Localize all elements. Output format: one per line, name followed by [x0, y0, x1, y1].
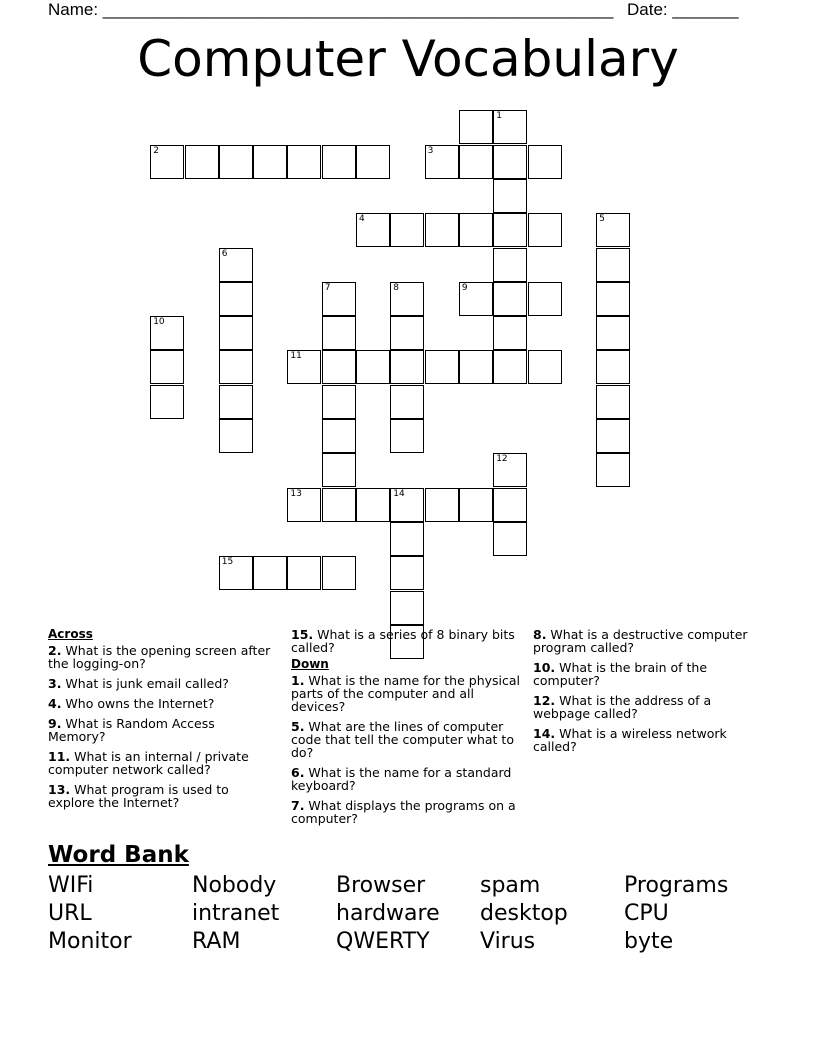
clue-item-text: What is Random Access Memory?	[48, 716, 215, 744]
crossword-cell[interactable]	[253, 145, 287, 179]
crossword-cell[interactable]	[425, 145, 459, 179]
crossword-cell[interactable]	[493, 522, 527, 556]
crossword-cell[interactable]	[596, 350, 630, 384]
clue-item-text: What program is used to explore the Internet?	[48, 782, 229, 810]
crossword-cell[interactable]	[459, 110, 493, 144]
clue-item-text: Who owns the Internet?	[61, 696, 215, 711]
crossword-cell[interactable]	[322, 419, 356, 453]
crossword-cell[interactable]	[150, 350, 184, 384]
crossword-cell[interactable]	[596, 453, 630, 487]
crossword-cell[interactable]	[356, 488, 390, 522]
crossword-cell[interactable]	[322, 282, 356, 316]
crossword-cell[interactable]	[596, 316, 630, 350]
word-bank-word: hardware	[336, 901, 440, 926]
clues-column-1	[48, 628, 273, 816]
crossword-cell[interactable]	[322, 453, 356, 487]
across-heading: Across	[48, 627, 93, 641]
down-clue-list-continued	[533, 628, 753, 753]
crossword-cell[interactable]	[596, 419, 630, 453]
crossword-cell[interactable]	[459, 213, 493, 247]
word-bank-word: byte	[624, 929, 674, 954]
crossword-cell[interactable]	[493, 316, 527, 350]
page-title: Computer Vocabulary	[137, 30, 679, 88]
clue-item-text: What is the address of a webpage called?	[533, 693, 712, 721]
clue-item-text: What is the opening screen after the logging-on?	[48, 643, 271, 671]
crossword-cell[interactable]	[219, 145, 253, 179]
crossword-cell[interactable]	[425, 213, 459, 247]
crossword-cell[interactable]	[493, 350, 527, 384]
clue-item-number: 12.	[533, 693, 556, 708]
crossword-cell[interactable]	[390, 385, 424, 419]
crossword-cell[interactable]	[425, 350, 459, 384]
word-bank-word: URL	[48, 901, 92, 926]
crossword-cell[interactable]	[219, 419, 253, 453]
crossword-cell[interactable]	[322, 488, 356, 522]
clue-number: 8	[393, 282, 400, 293]
crossword-cell[interactable]	[390, 419, 424, 453]
clue-item	[48, 750, 273, 776]
crossword-cell[interactable]	[493, 213, 527, 247]
crossword-cell[interactable]	[322, 556, 356, 590]
clues-column-3	[533, 628, 753, 760]
clue-item-number: 15.	[291, 627, 314, 642]
word-bank-title: Word Bank	[48, 842, 189, 868]
name-field-label: Name: ______________________________________________________	[48, 0, 614, 19]
clue-item-number: 5.	[291, 719, 305, 734]
crossword-cell[interactable]	[322, 316, 356, 350]
crossword-cell[interactable]	[493, 453, 527, 487]
clue-item-text: What displays the programs on a computer?	[291, 798, 516, 826]
down-clue-list	[291, 674, 521, 825]
crossword-cell[interactable]	[253, 556, 287, 590]
crossword-cell[interactable]	[150, 385, 184, 419]
crossword-cell[interactable]	[528, 350, 562, 384]
crossword-cell[interactable]	[390, 522, 424, 556]
crossword-cell[interactable]	[596, 282, 630, 316]
clue-item-text: What is a destructive computer program called?	[533, 627, 748, 655]
crossword-cell[interactable]	[287, 350, 321, 384]
word-bank-word: WIFi	[48, 873, 94, 898]
clue-number: 1	[496, 111, 502, 122]
crossword-cell[interactable]	[390, 488, 424, 522]
clue-item-text: What is a series of 8 binary bits called?	[291, 627, 515, 655]
date-field-label: Date: _______	[627, 0, 739, 19]
crossword-cell[interactable]	[528, 213, 562, 247]
clue-item	[533, 727, 753, 753]
word-bank-word: Nobody	[192, 873, 277, 898]
clue-number: 5	[599, 214, 605, 225]
clue-item-number: 1.	[291, 673, 305, 688]
crossword-cell[interactable]	[219, 248, 253, 282]
crossword-cell[interactable]	[390, 350, 424, 384]
crossword-cell[interactable]	[596, 213, 630, 247]
crossword-cell[interactable]	[150, 145, 184, 179]
clue-number: 15	[221, 557, 234, 568]
crossword-cell[interactable]	[390, 556, 424, 590]
word-bank-word: intranet	[192, 901, 280, 926]
clue-item	[291, 766, 521, 792]
clue-item-text: What is the name for a standard keyboard?	[291, 765, 512, 793]
clue-item-number: 13.	[48, 782, 71, 797]
crossword-cell[interactable]	[459, 350, 493, 384]
clue-number: 7	[324, 282, 331, 293]
clue-item	[533, 661, 753, 687]
clue-item-number: 11.	[48, 749, 71, 764]
clue-item	[291, 799, 521, 825]
clue-item	[48, 677, 273, 690]
word-bank-word: Monitor	[48, 929, 132, 954]
crossword-cell[interactable]	[219, 316, 253, 350]
crossword-cell[interactable]	[356, 145, 390, 179]
clue-item-number: 8.	[533, 627, 547, 642]
crossword-cell[interactable]	[356, 213, 390, 247]
clue-number: 3	[427, 145, 434, 156]
crossword-cell[interactable]	[287, 145, 321, 179]
clue-item-number: 2.	[48, 643, 62, 658]
crossword-cell[interactable]	[493, 282, 527, 316]
clue-item	[48, 644, 273, 670]
crossword-cell[interactable]	[390, 591, 424, 625]
crossword-cell[interactable]	[459, 145, 493, 179]
clue-item	[291, 628, 521, 654]
clue-item-number: 4.	[48, 696, 62, 711]
crossword-cell[interactable]	[493, 488, 527, 522]
clue-item-number: 7.	[291, 798, 305, 813]
clue-number: 11	[290, 351, 302, 362]
crossword-cell[interactable]	[528, 282, 562, 316]
crossword-cell[interactable]	[459, 282, 493, 316]
clue-number: 12	[496, 454, 508, 465]
crossword-cell[interactable]	[596, 248, 630, 282]
clue-item-number: 10.	[533, 660, 556, 675]
word-bank-word: Programs	[624, 873, 729, 898]
crossword-cell[interactable]	[150, 316, 184, 350]
clue-item-text: What is a wireless network called?	[533, 726, 727, 754]
across-clue-list	[48, 644, 273, 809]
clue-number: 6	[221, 248, 228, 259]
clue-item	[533, 694, 753, 720]
word-bank-word: desktop	[480, 901, 568, 926]
crossword-cell[interactable]	[287, 556, 321, 590]
clue-item-number: 6.	[291, 765, 305, 780]
crossword-cell[interactable]	[219, 282, 253, 316]
clue-item-number: 3.	[48, 676, 62, 691]
crossword-cell[interactable]	[322, 145, 356, 179]
crossword-cell[interactable]	[425, 488, 459, 522]
crossword-cell[interactable]	[493, 145, 527, 179]
across-clue-list-continued	[291, 628, 521, 654]
clue-item	[291, 720, 521, 759]
word-bank-word: Browser	[336, 873, 426, 898]
word-bank-word: QWERTY	[336, 929, 430, 954]
crossword-cell[interactable]	[219, 556, 253, 590]
clue-item	[48, 697, 273, 710]
clue-item-text: What is junk email called?	[61, 676, 229, 691]
crossword-cell[interactable]	[356, 350, 390, 384]
crossword-cell[interactable]	[219, 350, 253, 384]
clue-item-text: What is the name for the physical parts of the computer and all devices?	[291, 673, 521, 714]
crossword-cell[interactable]	[322, 350, 356, 384]
crossword-cell[interactable]	[596, 385, 630, 419]
down-heading: Down	[291, 657, 329, 671]
crossword-cell[interactable]	[493, 179, 527, 213]
word-bank-word: Virus	[480, 929, 536, 954]
clue-item-number: 9.	[48, 716, 62, 731]
clue-item-text: What is the brain of the computer?	[533, 660, 708, 688]
crossword-cell[interactable]	[390, 282, 424, 316]
crossword-cell[interactable]	[390, 213, 424, 247]
crossword-cell[interactable]	[528, 145, 562, 179]
clue-item-text: What is an internal / private computer network called?	[48, 749, 249, 777]
word-bank-word: spam	[480, 873, 541, 898]
crossword-cell[interactable]	[287, 488, 321, 522]
clue-item	[48, 717, 273, 743]
clue-item	[291, 674, 521, 713]
crossword-cell[interactable]	[493, 248, 527, 282]
clue-item	[48, 783, 273, 809]
crossword-cell[interactable]	[493, 110, 527, 144]
clue-number: 10	[153, 317, 165, 328]
clues-column-2	[291, 628, 521, 832]
crossword-cell[interactable]	[185, 145, 219, 179]
crossword-cell[interactable]	[322, 385, 356, 419]
clue-number: 9	[461, 282, 468, 293]
word-bank-word: RAM	[192, 929, 241, 954]
clue-item-text: What are the lines of computer code that tell the computer what to do?	[291, 719, 514, 760]
crossword-cell[interactable]	[390, 316, 424, 350]
word-bank-word: CPU	[624, 901, 669, 926]
clue-item	[533, 628, 753, 654]
crossword-cell[interactable]	[459, 488, 493, 522]
crossword-cell[interactable]	[219, 385, 253, 419]
clue-number: 2	[153, 145, 159, 156]
clue-item-number: 14.	[533, 726, 556, 741]
clue-number: 13	[290, 488, 302, 499]
clue-number: 14	[393, 488, 405, 499]
clue-number: 4	[359, 214, 365, 225]
